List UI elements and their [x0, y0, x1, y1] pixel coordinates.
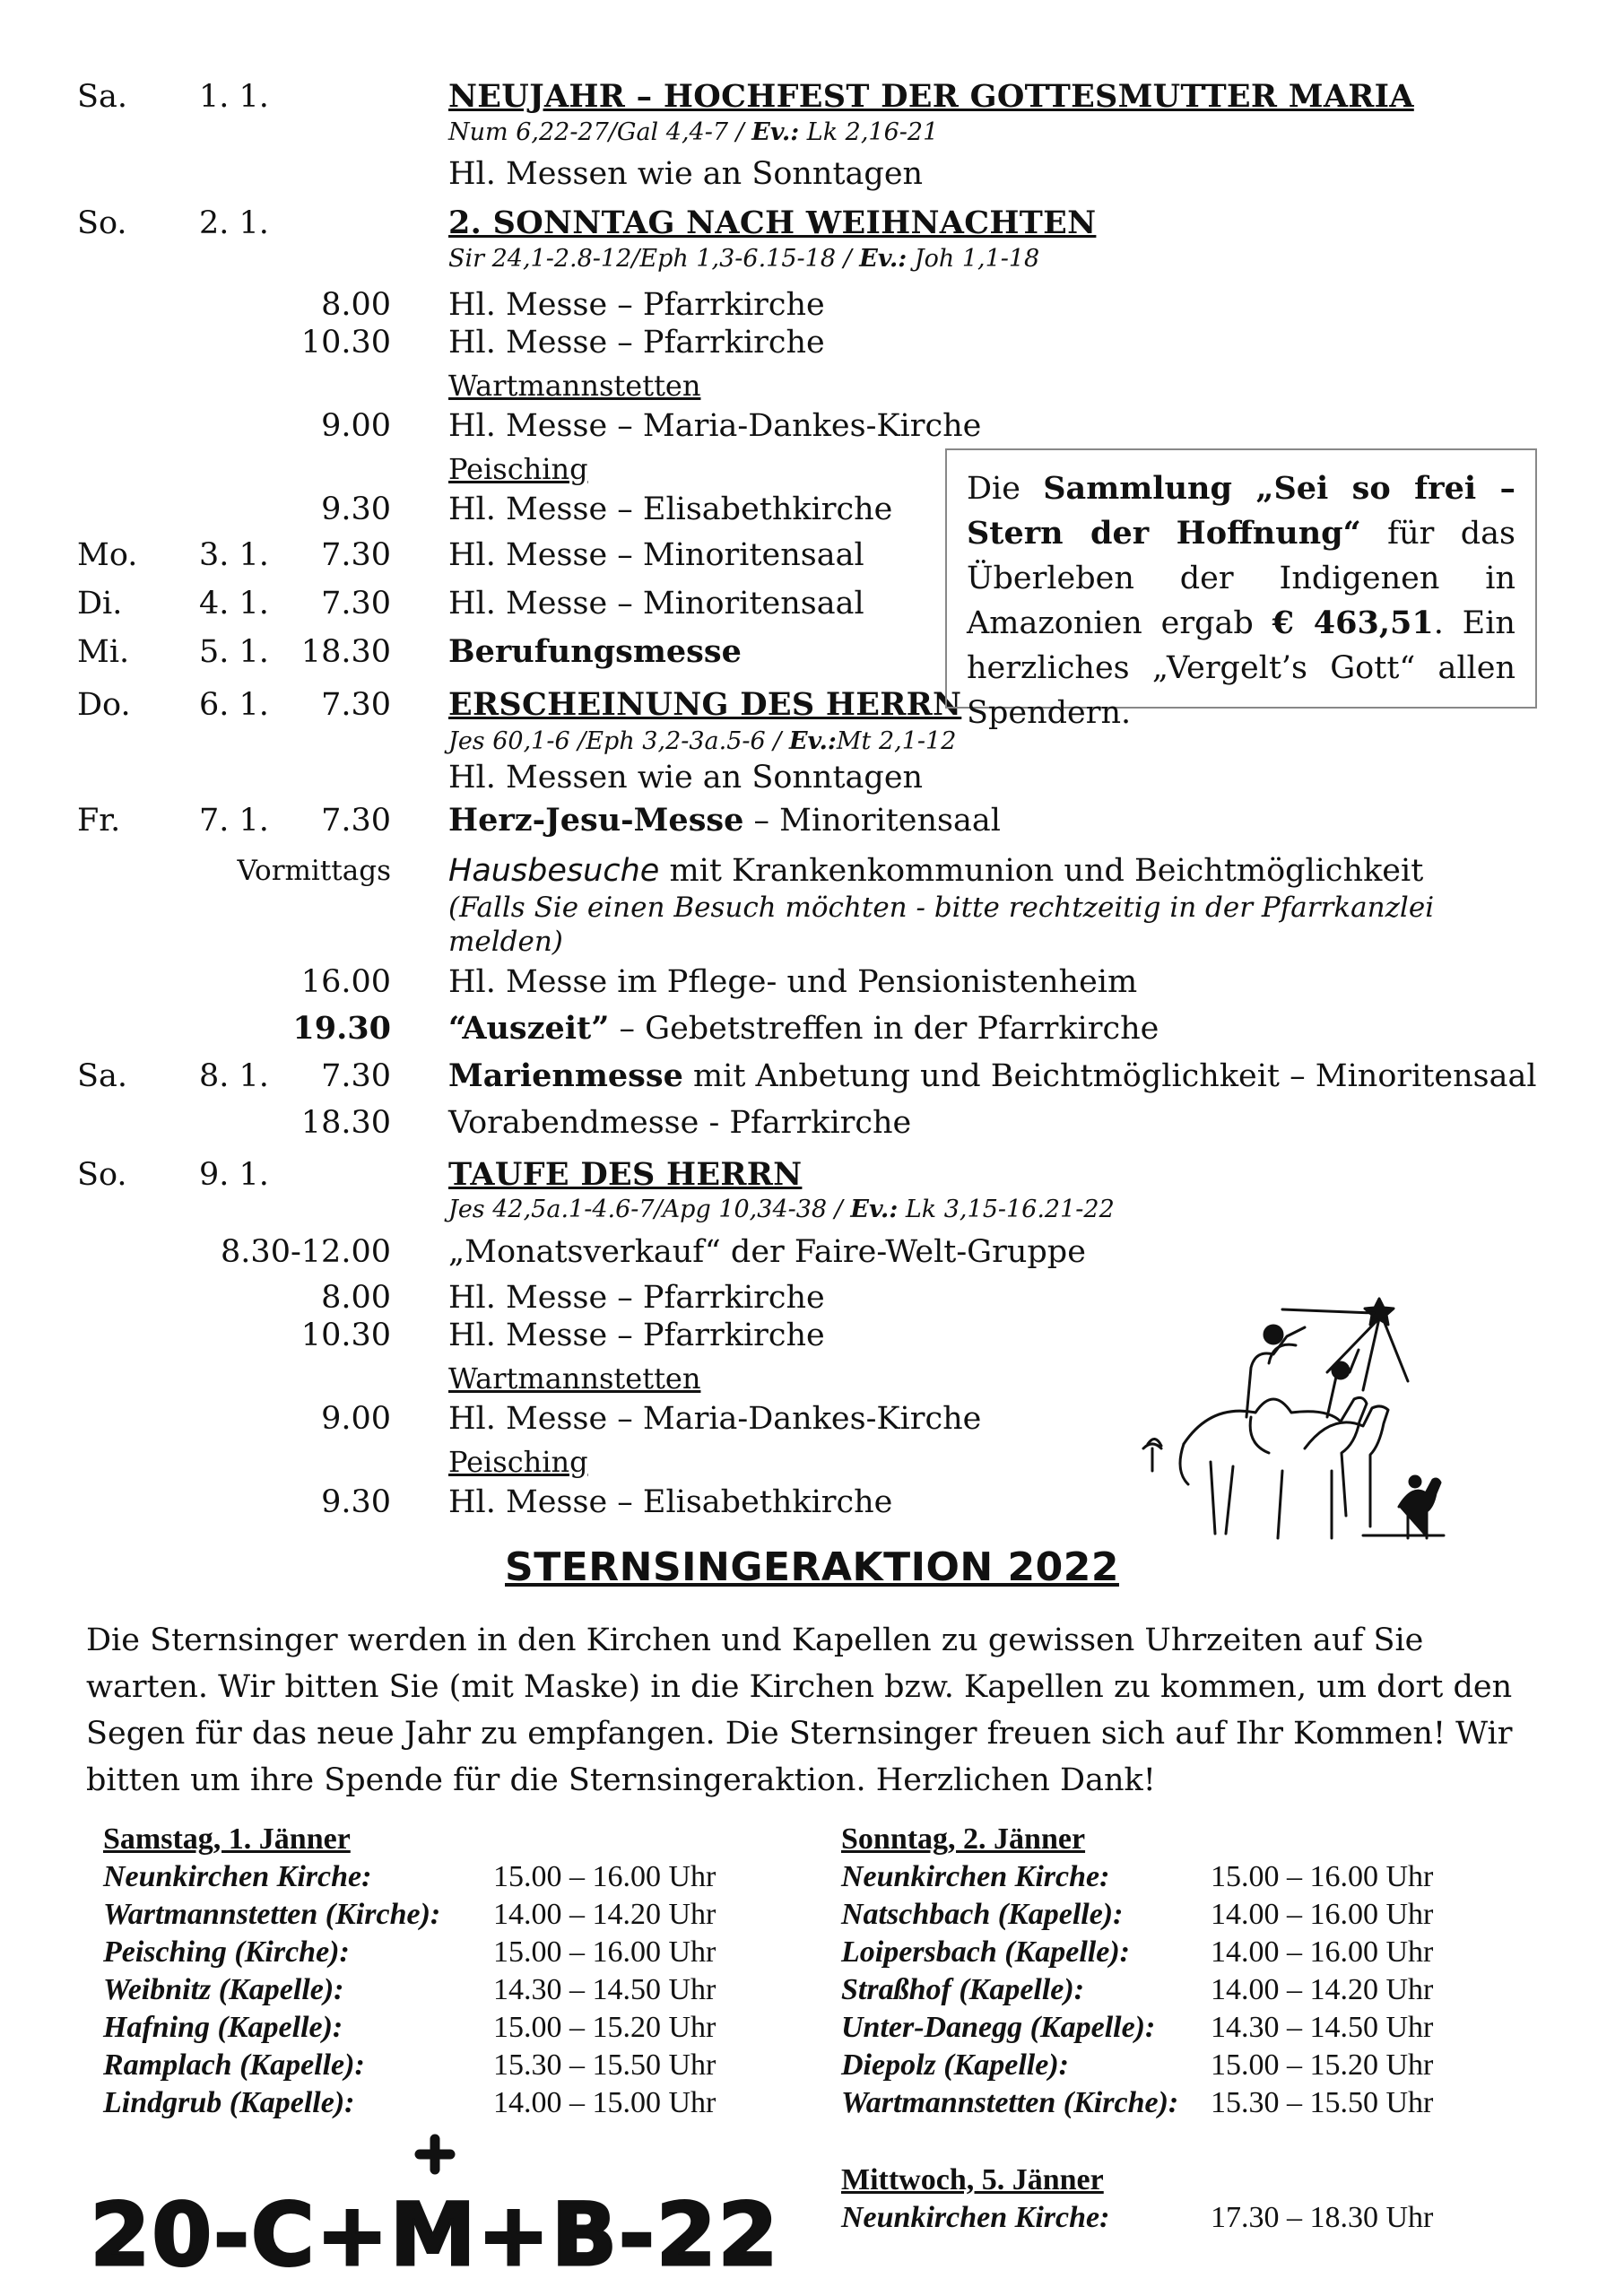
schedule-row: [0, 204, 1624, 243]
event-text: Hl. Messe – Maria-Dankes-Kirche: [448, 408, 982, 444]
time-label: Vormittags: [237, 855, 391, 887]
schedule-row: [0, 1057, 1624, 1096]
schedule-row: [0, 1155, 1624, 1195]
event-text: Hl. Messe – Elisabethkirche: [448, 1484, 893, 1520]
date-label: 5. 1.: [199, 634, 269, 670]
place-label: Lindgrub (Kapelle):: [103, 2086, 355, 2119]
wednesday-times: [841, 2161, 1559, 2242]
time-label: 7.30: [321, 687, 391, 723]
day-label: Fr.: [77, 803, 121, 839]
place-label: Neunkirchen Kirche:: [103, 1860, 372, 1893]
hours-label: 14.00 – 16.00 Uhr: [1211, 1898, 1434, 1931]
hours-label: 17.30 – 18.30 Uhr: [1211, 2201, 1434, 2234]
feast-title: NEUJAHR – HOCHFEST DER GOTTESMUTTER MARIA: [448, 78, 1414, 115]
day-label: Mi.: [77, 634, 130, 670]
table-row: [103, 1858, 785, 1896]
place-label: Ramplach (Kapelle):: [103, 2048, 365, 2082]
time-label: 10.30: [300, 325, 391, 361]
date-label: 2. 1.: [199, 205, 269, 241]
place-label: Peisching (Kirche):: [103, 1935, 350, 1969]
hours-label: 15.00 – 16.00 Uhr: [493, 1860, 716, 1893]
table-row: [841, 2047, 1559, 2084]
time-label: 18.30: [300, 634, 391, 670]
day-label: Di.: [77, 586, 123, 622]
location-label: Wartmannstetten: [448, 369, 701, 403]
table-heading: Samstag, 1. Jänner: [103, 1822, 351, 1856]
schedule-row: [0, 323, 1624, 362]
reading-line: Jes 42,5a.1-4.6-7/Apg 10,34-38 / Ev.: Lk 3,15-16.21-22: [448, 1196, 1115, 1223]
time-label: 7.30: [321, 537, 391, 573]
location-label: Peisching: [448, 452, 588, 486]
date-label: 4. 1.: [199, 586, 269, 622]
location-label: Wartmannstetten: [448, 1361, 701, 1396]
sunday-times: [841, 1821, 1559, 2126]
time-label: 8.30-12.00: [221, 1234, 391, 1270]
reading-line: Num 6,22-27/Gal 4,4-7 / Ev.: Lk 2,16-21: [448, 118, 939, 146]
feast-title: 2. SONNTAG NACH WEIHNACHTEN: [448, 204, 1097, 241]
table-row: [841, 1896, 1559, 1934]
table-row: [841, 1971, 1559, 2009]
donation-info-box: Die Sammlung „Sei so frei – Stern der Hoffnung“ für das Überleben der Indigenen in Amazonien ergab € 463,51. Ein herzliches „Vergelt’s Gott“ allen Spendern.: [945, 448, 1537, 709]
time-label: 7.30: [321, 586, 391, 622]
table-row: [841, 1934, 1559, 1971]
date-label: 9. 1.: [199, 1157, 269, 1193]
table-row: [841, 1858, 1559, 1896]
time-label: 16.00: [300, 964, 391, 1000]
event-text: Hl. Messe – Minoritensaal: [448, 586, 864, 622]
schedule-row: [0, 801, 1624, 840]
hours-label: 15.00 – 16.00 Uhr: [1211, 1860, 1434, 1893]
hours-label: 14.30 – 14.50 Uhr: [1211, 2011, 1434, 2044]
reading-line: Sir 24,1-2.8-12/Eph 1,3-6.15-18 / Ev.: Joh 1,1-18: [448, 245, 1040, 273]
schedule-row: [0, 1232, 1624, 1272]
time-label: 9.00: [321, 1401, 391, 1437]
event-text: Herz-Jesu-Messe – Minoritensaal: [448, 802, 1001, 839]
place-label: Loipersbach (Kapelle):: [841, 1935, 1130, 1969]
table-row: [103, 1934, 785, 1971]
time-label: 9.30: [321, 1484, 391, 1520]
three-kings-camels-icon: [1148, 1283, 1444, 1543]
hours-label: 15.30 – 15.50 Uhr: [1211, 2086, 1434, 2119]
event-text: Hl. Messe – Elisabethkirche: [448, 491, 893, 527]
blessing-text: 20-C+M+B-22: [90, 2185, 780, 2285]
visit-note: (Falls Sie einen Besuch möchten - bitte rechtzeitig in der Pfarrkanzlei melden): [448, 891, 1435, 958]
feast-title: TAUFE DES HERRN: [448, 1156, 803, 1193]
saturday-times: [103, 1821, 785, 2126]
schedule-row: [0, 535, 942, 575]
day-label: So.: [77, 205, 127, 241]
event-text: Marienmesse mit Anbetung und Beichtmöglichkeit – Minoritensaal: [448, 1057, 1537, 1094]
hours-label: 15.00 – 15.20 Uhr: [493, 2011, 716, 2044]
table-row: [103, 2047, 785, 2084]
time-label: 10.30: [300, 1318, 391, 1353]
event-text: “Auszeit” – Gebetstreffen in der Pfarrkirche: [448, 1010, 1159, 1047]
chalk-blessing-icon: [90, 2130, 780, 2287]
schedule-row: [0, 1278, 1076, 1318]
location-label: Peisching: [448, 1445, 588, 1479]
place-label: Wartmannstetten (Kirche):: [103, 1898, 441, 1931]
sternsinger-title: STERNSINGERAKTION 2022: [505, 1544, 1119, 1590]
day-label: Sa.: [77, 1058, 127, 1094]
schedule-row: [0, 1399, 1076, 1439]
event-text: Hl. Messe – Pfarrkirche: [448, 1318, 825, 1353]
schedule-row: [0, 584, 942, 623]
schedule-row: [0, 1009, 1624, 1048]
time-label: 18.30: [300, 1105, 391, 1141]
schedule-row: [0, 962, 1624, 1002]
place-label: Unter-Danegg (Kapelle):: [841, 2011, 1156, 2044]
day-label: Do.: [77, 687, 131, 723]
table-row: [103, 2084, 785, 2122]
hours-label: 15.00 – 16.00 Uhr: [493, 1935, 716, 1969]
event-text: Hl. Messe – Pfarrkirche: [448, 1280, 825, 1316]
place-label: Diepolz (Kapelle):: [841, 2048, 1069, 2082]
hours-label: 14.30 – 14.50 Uhr: [493, 1973, 716, 2006]
schedule-row: [0, 490, 942, 529]
place-label: Neunkirchen Kirche:: [841, 1860, 1110, 1893]
hours-label: 14.00 – 14.20 Uhr: [493, 1898, 716, 1931]
time-label: 7.30: [321, 1058, 391, 1094]
place-label: Wartmannstetten (Kirche):: [841, 2086, 1179, 2119]
day-label: So.: [77, 1157, 127, 1193]
date-label: 3. 1.: [199, 537, 269, 573]
time-label: 8.00: [321, 1280, 391, 1316]
reading-line: Jes 60,1-6 /Eph 3,2-3a.5-6 / Ev.:Mt 2,1-12: [448, 727, 957, 755]
time-label: 9.00: [321, 408, 391, 444]
day-label: Mo.: [77, 537, 138, 573]
table-heading: Mittwoch, 5. Jänner: [841, 2163, 1104, 2196]
schedule-row: [0, 285, 1624, 325]
place-label: Straßhof (Kapelle):: [841, 1973, 1085, 2006]
place-label: Hafning (Kapelle):: [103, 2011, 343, 2044]
hours-label: 14.00 – 14.20 Uhr: [1211, 1973, 1434, 2006]
time-label: 7.30: [321, 803, 391, 839]
event-text: Hl. Messen wie an Sonntagen: [448, 760, 924, 796]
table-row: [103, 2009, 785, 2047]
date-label: 7. 1.: [199, 803, 269, 839]
table-row: [103, 1971, 785, 2009]
place-label: Neunkirchen Kirche:: [841, 2201, 1110, 2234]
day-label: Sa.: [77, 79, 127, 115]
event-text: Hl. Messe im Pflege- und Pensionistenheim: [448, 964, 1138, 1000]
event-text: Berufungsmesse: [448, 633, 742, 670]
time-label: 8.00: [321, 287, 391, 323]
table-heading: Sonntag, 2. Jänner: [841, 1822, 1086, 1856]
hours-label: 14.00 – 16.00 Uhr: [1211, 1935, 1434, 1969]
event-text: Vorabendmesse - Pfarrkirche: [448, 1105, 912, 1141]
schedule-row: [0, 1483, 1076, 1522]
date-label: 8. 1.: [199, 1058, 269, 1094]
schedule-row: [0, 1316, 1076, 1355]
hours-label: 14.00 – 15.00 Uhr: [493, 2086, 716, 2119]
table-row: [841, 2084, 1559, 2122]
table-row: [103, 1896, 785, 1934]
place-label: Natschbach (Kapelle):: [841, 1898, 1124, 1931]
schedule-row: [0, 851, 1624, 891]
table-row: [841, 2009, 1559, 2047]
schedule-row: [0, 77, 1624, 117]
event-text: Hl. Messe – Maria-Dankes-Kirche: [448, 1401, 982, 1437]
date-label: 6. 1.: [199, 687, 269, 723]
sternsinger-intro: Die Sternsinger werden in den Kirchen und Kapellen zu gewissen Uhrzeiten auf Sie warten. Wir bitten Sie (mit Maske) in die Kirchen bzw. Kapellen zu kommen, um dort den Segen für das neue Jahr zu empfangen. Die Sternsinger freuen sich auf Ihr Kommen! Wir bitten um ihre Spende für die Sternsingeraktion. Herzlichen Dank!: [86, 1622, 1513, 1798]
table-row: [841, 2199, 1559, 2237]
time-label: 19.30: [292, 1010, 391, 1047]
event-text: Hl. Messe – Pfarrkirche: [448, 287, 825, 323]
schedule-row: [0, 685, 962, 725]
event-text: Hl. Messen wie an Sonntagen: [448, 156, 924, 192]
date-label: 1. 1.: [199, 79, 269, 115]
schedule-row: [0, 632, 942, 672]
schedule-row: [0, 1103, 1624, 1143]
time-label: 9.30: [321, 491, 391, 527]
event-text: Hl. Messe – Pfarrkirche: [448, 325, 825, 361]
event-text: Hl. Messe – Minoritensaal: [448, 537, 864, 573]
event-text: „Monatsverkauf“ der Faire-Welt-Gruppe: [448, 1234, 1086, 1270]
hours-label: 15.30 – 15.50 Uhr: [493, 2048, 716, 2082]
hours-label: 15.00 – 15.20 Uhr: [1211, 2048, 1434, 2082]
schedule-row: [0, 406, 982, 446]
feast-title: ERSCHEINUNG DES HERRN: [448, 686, 962, 723]
place-label: Weibnitz (Kapelle):: [103, 1973, 344, 2006]
event-text: Hausbesuche mit Krankenkommunion und Beichtmöglichkeit: [448, 853, 1424, 889]
